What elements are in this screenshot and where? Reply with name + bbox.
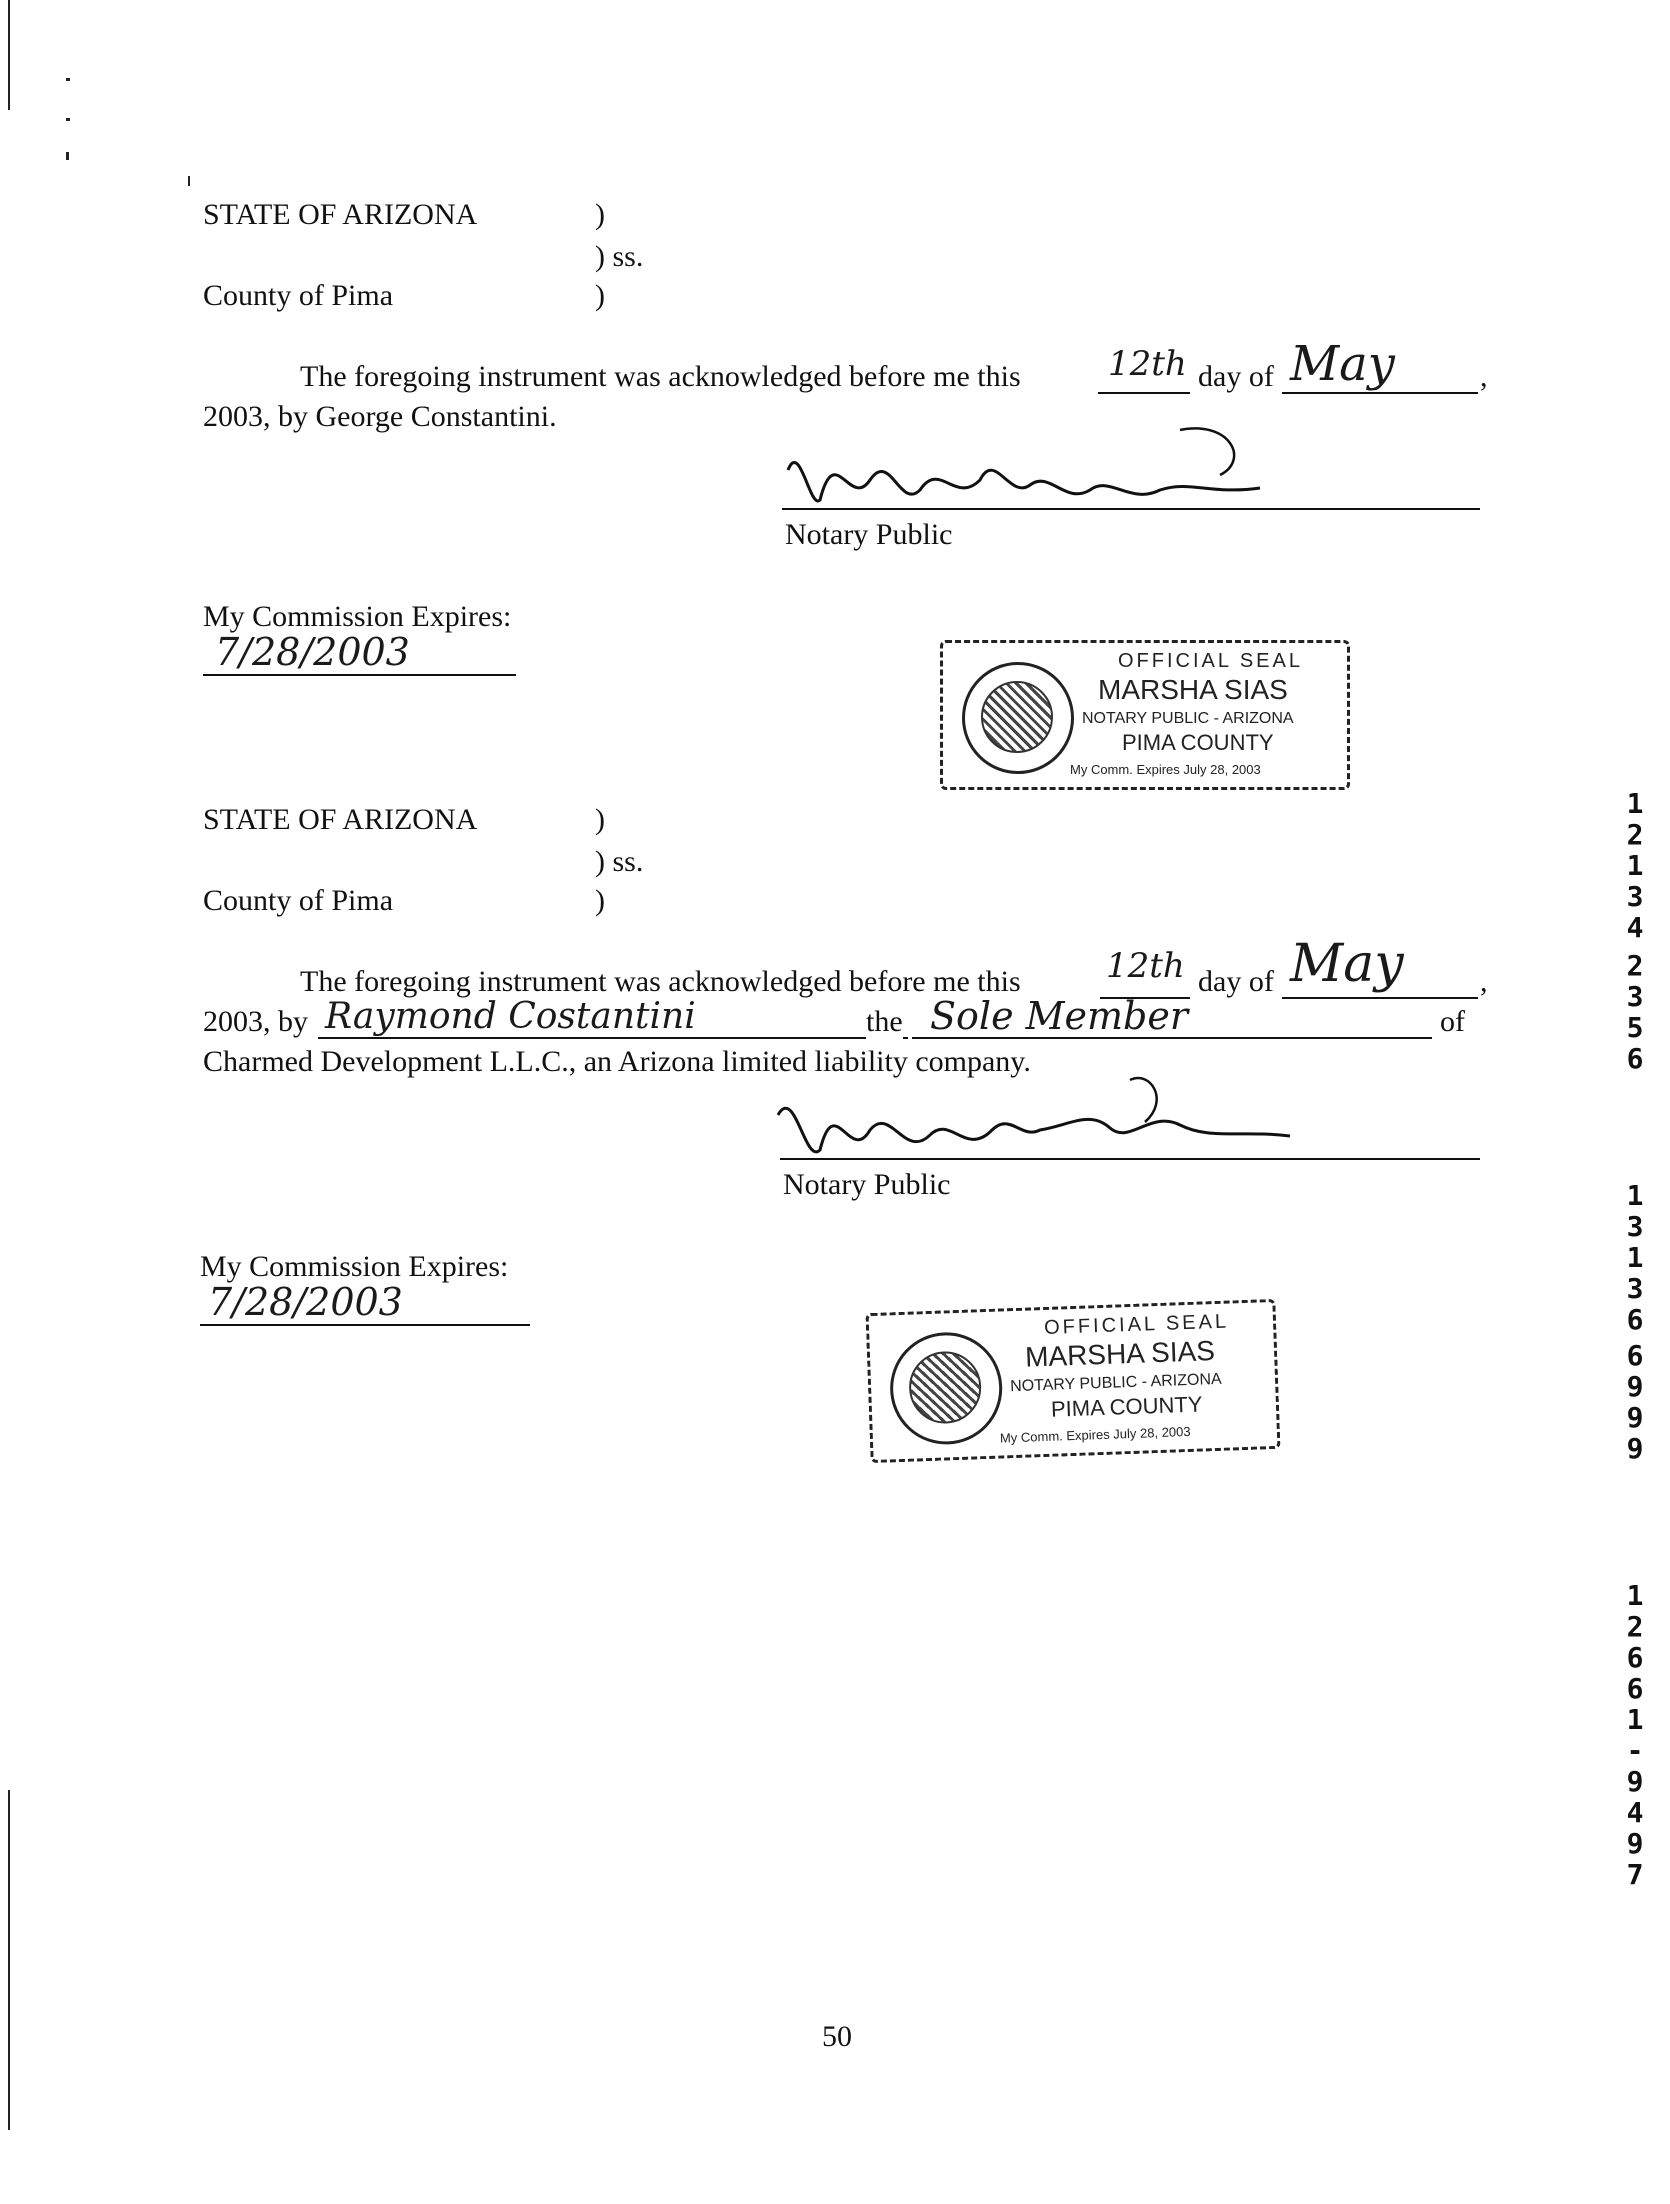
recording-digit: 1 (1626, 849, 1644, 882)
recording-digit: 2 (1626, 949, 1644, 982)
recording-digit: 1 (1626, 1179, 1644, 1212)
recording-digit: 1 (1626, 1703, 1644, 1736)
recording-digit: 4 (1626, 911, 1644, 944)
acknowledgment-text: The foregoing instrument was acknowledged before me this (300, 965, 1021, 998)
handwritten-role: Sole Member (930, 994, 1189, 1038)
handwritten-month: May (1290, 934, 1404, 994)
recording-digit: 1 (1626, 787, 1644, 820)
venue-paren: ) (595, 198, 605, 231)
state-heading: STATE OF ARIZONA (203, 803, 478, 836)
recording-digit: 9 (1626, 1765, 1644, 1798)
recording-digit: 6 (1626, 1641, 1644, 1674)
seal-county: PIMA COUNTY (1122, 730, 1274, 755)
notary-signature (780, 420, 1340, 520)
company-line: Charmed Development L.L.C., an Arizona limited liability company. (203, 1045, 1031, 1078)
seal-expiration: My Comm. Expires July 28, 2003 (1070, 762, 1261, 777)
scan-speck (66, 78, 70, 81)
scan-speck (66, 152, 69, 160)
seal-title: OFFICIAL SEAL (1118, 650, 1303, 672)
venue-paren: ) (595, 279, 605, 312)
day-of-label: day of (1198, 965, 1274, 998)
seal-notary-name: MARSHA SIAS (1024, 1335, 1216, 1373)
handwritten-commission-date: 7/28/2003 (215, 630, 410, 674)
recording-digit: 7 (1626, 1858, 1644, 1891)
recording-digit: 9 (1626, 1401, 1644, 1434)
name-blank (318, 1037, 908, 1039)
handwritten-commission-date: 7/28/2003 (208, 1280, 403, 1324)
recording-digit: 6 (1626, 1672, 1644, 1705)
notary-public-label: Notary Public (785, 518, 953, 551)
commission-date-line (200, 1324, 530, 1326)
day-of-label: day of (1198, 360, 1274, 393)
official-notary-seal (940, 640, 1350, 790)
handwritten-member-name: Raymond Costantini (325, 996, 696, 1037)
official-notary-seal (866, 1299, 1281, 1463)
handwritten-day: 12th (1106, 946, 1185, 986)
recording-digit: 2 (1626, 818, 1644, 851)
seal-expiration: My Comm. Expires July 28, 2003 (999, 1423, 1191, 1446)
recording-digit: 9 (1626, 1370, 1644, 1403)
comma: , (1480, 360, 1488, 393)
seal-title-line: NOTARY PUBLIC - ARIZONA (1082, 710, 1294, 727)
handwritten-month: May (1290, 336, 1395, 392)
the-label: the (866, 1005, 903, 1038)
seal-county: PIMA COUNTY (1050, 1391, 1203, 1422)
recording-digit: 6 (1626, 1303, 1644, 1336)
venue-ss: ) ss. (595, 240, 644, 273)
recording-digit: 3 (1626, 1272, 1644, 1305)
recording-digit: 3 (1626, 880, 1644, 913)
month-blank (1282, 997, 1478, 999)
recording-digit: 3 (1626, 1210, 1644, 1243)
commission-expires-label: My Commission Expires: (200, 1250, 509, 1283)
signature-line (782, 508, 1480, 510)
recording-digit: 6 (1626, 1042, 1644, 1075)
scan-margin-line (8, 0, 10, 110)
commission-expires-label: My Commission Expires: (203, 600, 512, 633)
commission-date-line (203, 674, 516, 676)
seal-notary-name: MARSHA SIAS (1098, 674, 1288, 705)
state-seal-icon (962, 662, 1074, 774)
by-prefix: 2003, by (203, 1005, 308, 1038)
venue-paren: ) (595, 884, 605, 917)
recording-digit: 6 (1626, 1339, 1644, 1372)
recording-digit: 1 (1626, 1241, 1644, 1274)
notary-public-label: Notary Public (783, 1168, 951, 1201)
recording-digit: 4 (1626, 1796, 1644, 1829)
acknowledgment-text-line2: 2003, by George Constantini. (203, 400, 557, 433)
month-blank (1282, 392, 1478, 394)
of-label: of (1440, 1005, 1465, 1038)
venue-ss: ) ss. (595, 845, 644, 878)
county-heading: County of Pima (203, 279, 394, 312)
county-heading: County of Pima (203, 884, 394, 917)
recording-digit: - (1626, 1734, 1644, 1767)
recording-digit: 2 (1626, 1610, 1644, 1643)
seal-title-line: NOTARY PUBLIC - ARIZONA (1009, 1370, 1222, 1396)
venue-paren: ) (595, 803, 605, 836)
notary-signature (770, 1070, 1350, 1170)
scan-speck (188, 176, 190, 186)
recording-digit: 5 (1626, 1011, 1644, 1044)
recording-digit: 9 (1626, 1432, 1644, 1465)
seal-title: OFFICIAL SEAL (1043, 1310, 1230, 1339)
comma: , (1480, 965, 1488, 998)
signature-line (780, 1158, 1480, 1160)
acknowledgment-text: The foregoing instrument was acknowledged before me this (300, 360, 1021, 393)
state-heading: STATE OF ARIZONA (203, 198, 478, 231)
recording-digit: 9 (1626, 1827, 1644, 1860)
scan-margin-line (8, 1790, 10, 2130)
day-blank (1098, 392, 1190, 394)
handwritten-day: 12th (1108, 344, 1187, 384)
recording-digit: 3 (1626, 980, 1644, 1013)
page-number: 50 (822, 2020, 852, 2053)
recording-digit: 1 (1626, 1579, 1644, 1612)
scan-speck (66, 118, 70, 121)
